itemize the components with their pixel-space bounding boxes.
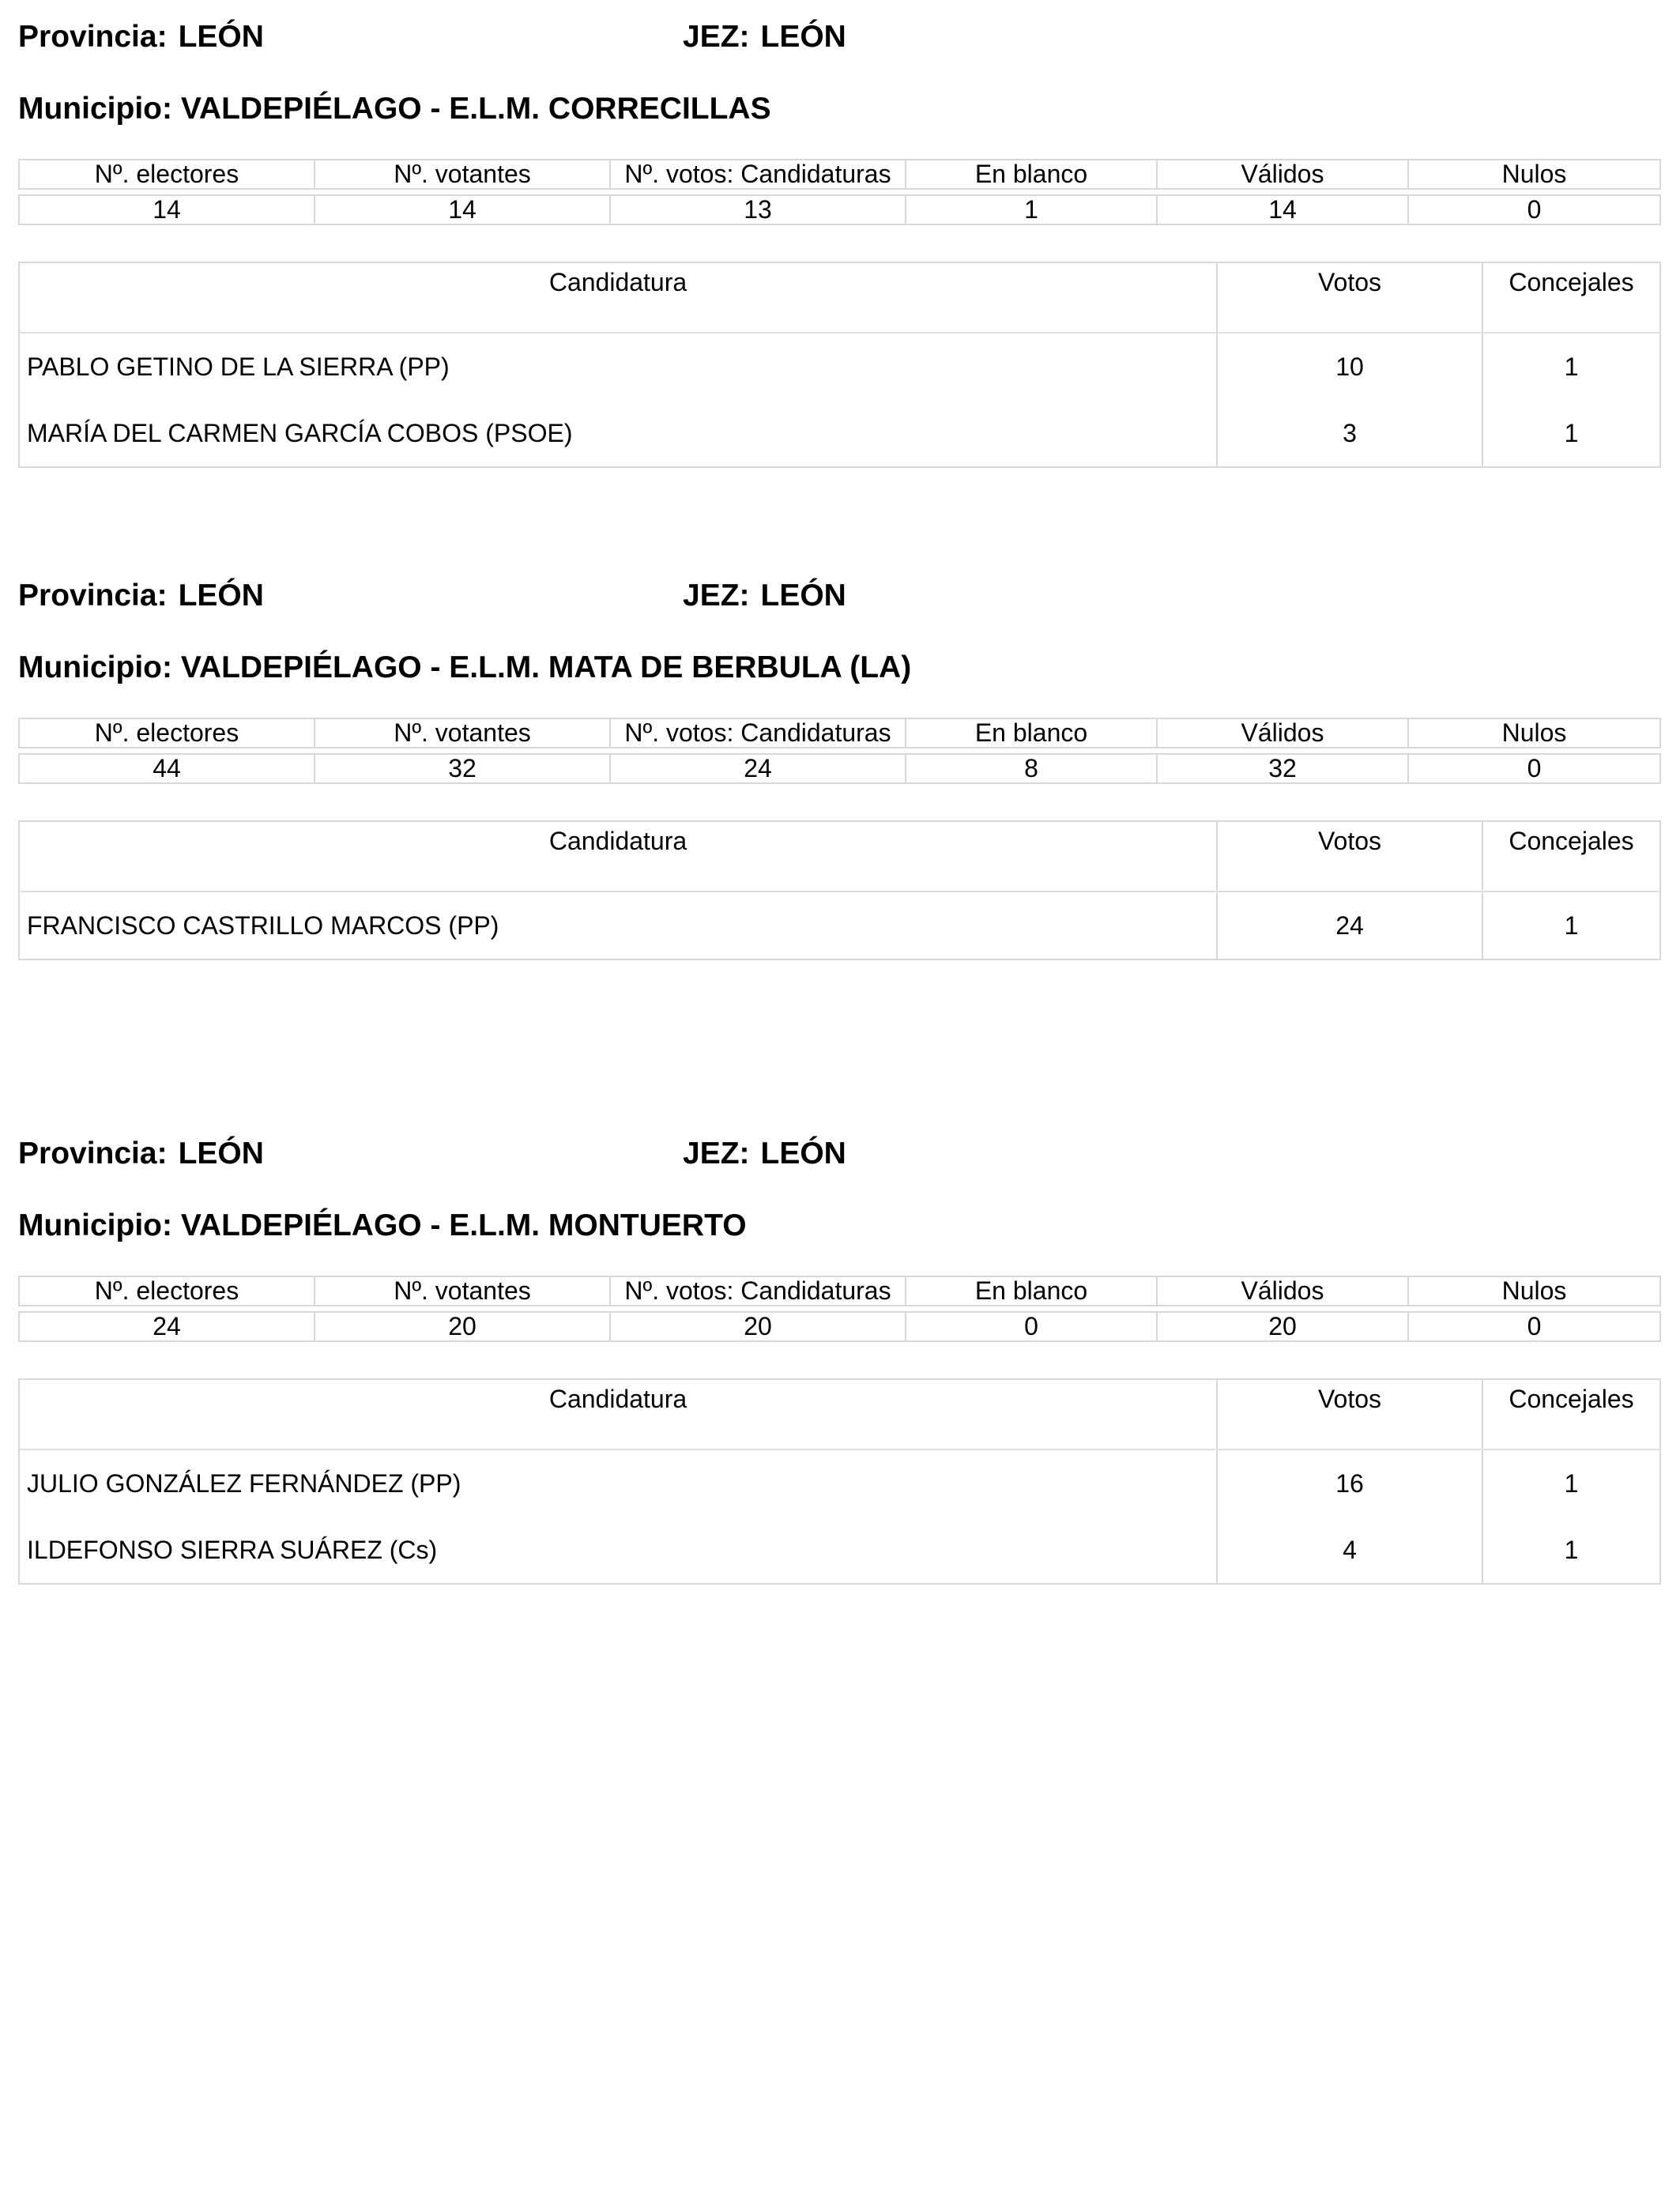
jez-value: LEÓN <box>760 579 846 613</box>
candidate-concejales: 1 <box>1482 1517 1660 1584</box>
candidates-header-row <box>19 262 1660 333</box>
summary-value-en-blanco: 8 <box>906 754 1157 783</box>
provincia-value: LEÓN <box>178 1137 264 1171</box>
summary-value-nulos: 0 <box>1408 754 1660 783</box>
provincia-label: Provincia: <box>18 20 168 54</box>
summary-header-row <box>19 160 1660 189</box>
municipio-line <box>18 652 911 683</box>
summary-value-en-blanco: 0 <box>906 1312 1157 1341</box>
municipio-label: Municipio: <box>18 1208 172 1242</box>
candidates-table <box>18 262 1661 468</box>
candidates-header-concejales: Concejales <box>1482 262 1660 333</box>
candidates-header-candidatura: Candidatura <box>19 821 1217 892</box>
municipio-line <box>18 93 771 124</box>
candidate-name: FRANCISCO CASTRILLO MARCOS (PP) <box>19 892 1217 959</box>
municipio-line <box>18 1210 747 1241</box>
summary-value-nulos: 0 <box>1408 195 1660 224</box>
summary-value-row <box>19 1312 1660 1341</box>
summary-value-en-blanco: 1 <box>906 195 1157 224</box>
summary-header-en-blanco: En blanco <box>906 160 1157 189</box>
candidate-concejales: 1 <box>1482 400 1660 467</box>
jez-label: JEZ: <box>683 20 750 54</box>
summary-value-nulos: 0 <box>1408 1312 1660 1341</box>
summary-header-nulos: Nulos <box>1408 718 1660 748</box>
summary-header-en-blanco: En blanco <box>906 718 1157 748</box>
summary-spacer-row <box>19 189 1660 195</box>
summary-header-votos-candidaturas: Nº. votos: Candidaturas <box>610 160 906 189</box>
summary-spacer-row <box>19 748 1660 754</box>
summary-spacer <box>19 1306 1660 1312</box>
jez-value: LEÓN <box>760 20 846 54</box>
candidates-header-votos: Votos <box>1217 262 1482 333</box>
candidates-table <box>18 1378 1661 1585</box>
summary-value-row <box>19 754 1660 783</box>
summary-header-electores: Nº. electores <box>19 160 315 189</box>
municipio-value: VALDEPIÉLAGO - E.L.M. MONTUERTO <box>180 1208 747 1242</box>
provincia-value: LEÓN <box>178 579 264 613</box>
summary-header-en-blanco: En blanco <box>906 1276 1157 1306</box>
results-section <box>0 1117 1680 1623</box>
candidate-concejales: 1 <box>1482 1449 1660 1517</box>
summary-value-votos-candidaturas: 20 <box>610 1312 906 1341</box>
summary-value-votantes: 20 <box>315 1312 610 1341</box>
summary-header-electores: Nº. electores <box>19 718 315 748</box>
jez-label: JEZ: <box>683 1137 750 1171</box>
candidate-name: PABLO GETINO DE LA SIERRA (PP) <box>19 333 1217 400</box>
summary-value-row <box>19 195 1660 224</box>
summary-value-votantes: 14 <box>315 195 610 224</box>
candidate-votos: 4 <box>1217 1517 1482 1584</box>
jez-label: JEZ: <box>683 579 750 613</box>
results-section <box>0 0 1680 506</box>
summary-table <box>18 1276 1661 1342</box>
jez-value: LEÓN <box>760 1137 846 1171</box>
provincia-label: Provincia: <box>18 579 168 613</box>
candidates-table <box>18 820 1661 960</box>
provincia-label: Provincia: <box>18 1137 168 1171</box>
candidate-name: ILDEFONSO SIERRA SUÁREZ (Cs) <box>19 1517 1217 1584</box>
summary-header-votantes: Nº. votantes <box>315 1276 610 1306</box>
summary-header-validos: Válidos <box>1157 1276 1408 1306</box>
summary-value-votos-candidaturas: 24 <box>610 754 906 783</box>
municipio-value: VALDEPIÉLAGO - E.L.M. MATA DE BERBULA (LA) <box>180 650 912 684</box>
candidates-header-concejales: Concejales <box>1482 821 1660 892</box>
summary-spacer <box>19 189 1660 195</box>
summary-header-votos-candidaturas: Nº. votos: Candidaturas <box>610 1276 906 1306</box>
summary-table <box>18 159 1661 225</box>
summary-header-nulos: Nulos <box>1408 1276 1660 1306</box>
summary-table <box>18 718 1661 784</box>
summary-header-votantes: Nº. votantes <box>315 718 610 748</box>
candidate-votos: 10 <box>1217 333 1482 400</box>
candidate-row <box>19 892 1660 959</box>
candidates-header-row <box>19 1379 1660 1449</box>
candidate-votos: 16 <box>1217 1449 1482 1517</box>
candidate-name: JULIO GONZÁLEZ FERNÁNDEZ (PP) <box>19 1449 1217 1517</box>
jez-line <box>683 1138 846 1169</box>
candidates-header-votos: Votos <box>1217 1379 1482 1449</box>
summary-spacer-row <box>19 1306 1660 1312</box>
candidates-header-candidatura: Candidatura <box>19 262 1217 333</box>
candidate-concejales: 1 <box>1482 892 1660 959</box>
summary-value-votos-candidaturas: 13 <box>610 195 906 224</box>
provincia-line <box>18 580 264 611</box>
candidates-header-row <box>19 821 1660 892</box>
results-section <box>0 559 1680 1065</box>
candidates-header-votos: Votos <box>1217 821 1482 892</box>
summary-header-votos-candidaturas: Nº. votos: Candidaturas <box>610 718 906 748</box>
candidate-row <box>19 1449 1660 1517</box>
candidate-row <box>19 333 1660 400</box>
provincia-line <box>18 21 264 52</box>
candidates-header-candidatura: Candidatura <box>19 1379 1217 1449</box>
candidate-row <box>19 400 1660 467</box>
candidate-concejales: 1 <box>1482 333 1660 400</box>
summary-value-validos: 14 <box>1157 195 1408 224</box>
summary-header-electores: Nº. electores <box>19 1276 315 1306</box>
jez-line <box>683 21 846 52</box>
candidates-header-concejales: Concejales <box>1482 1379 1660 1449</box>
candidate-name: MARÍA DEL CARMEN GARCÍA COBOS (PSOE) <box>19 400 1217 467</box>
jez-line <box>683 580 846 611</box>
summary-value-validos: 32 <box>1157 754 1408 783</box>
municipio-label: Municipio: <box>18 92 172 126</box>
summary-value-votantes: 32 <box>315 754 610 783</box>
candidate-votos: 3 <box>1217 400 1482 467</box>
summary-spacer <box>19 748 1660 754</box>
summary-header-row <box>19 1276 1660 1306</box>
candidate-votos: 24 <box>1217 892 1482 959</box>
summary-value-electores: 24 <box>19 1312 315 1341</box>
municipio-label: Municipio: <box>18 650 172 684</box>
municipio-value: VALDEPIÉLAGO - E.L.M. CORRECILLAS <box>180 92 771 126</box>
summary-value-electores: 14 <box>19 195 315 224</box>
summary-header-validos: Válidos <box>1157 160 1408 189</box>
provincia-line <box>18 1138 264 1169</box>
summary-header-votantes: Nº. votantes <box>315 160 610 189</box>
summary-value-validos: 20 <box>1157 1312 1408 1341</box>
provincia-value: LEÓN <box>178 20 264 54</box>
summary-header-validos: Válidos <box>1157 718 1408 748</box>
summary-value-electores: 44 <box>19 754 315 783</box>
candidate-row <box>19 1517 1660 1584</box>
summary-header-nulos: Nulos <box>1408 160 1660 189</box>
summary-header-row <box>19 718 1660 748</box>
